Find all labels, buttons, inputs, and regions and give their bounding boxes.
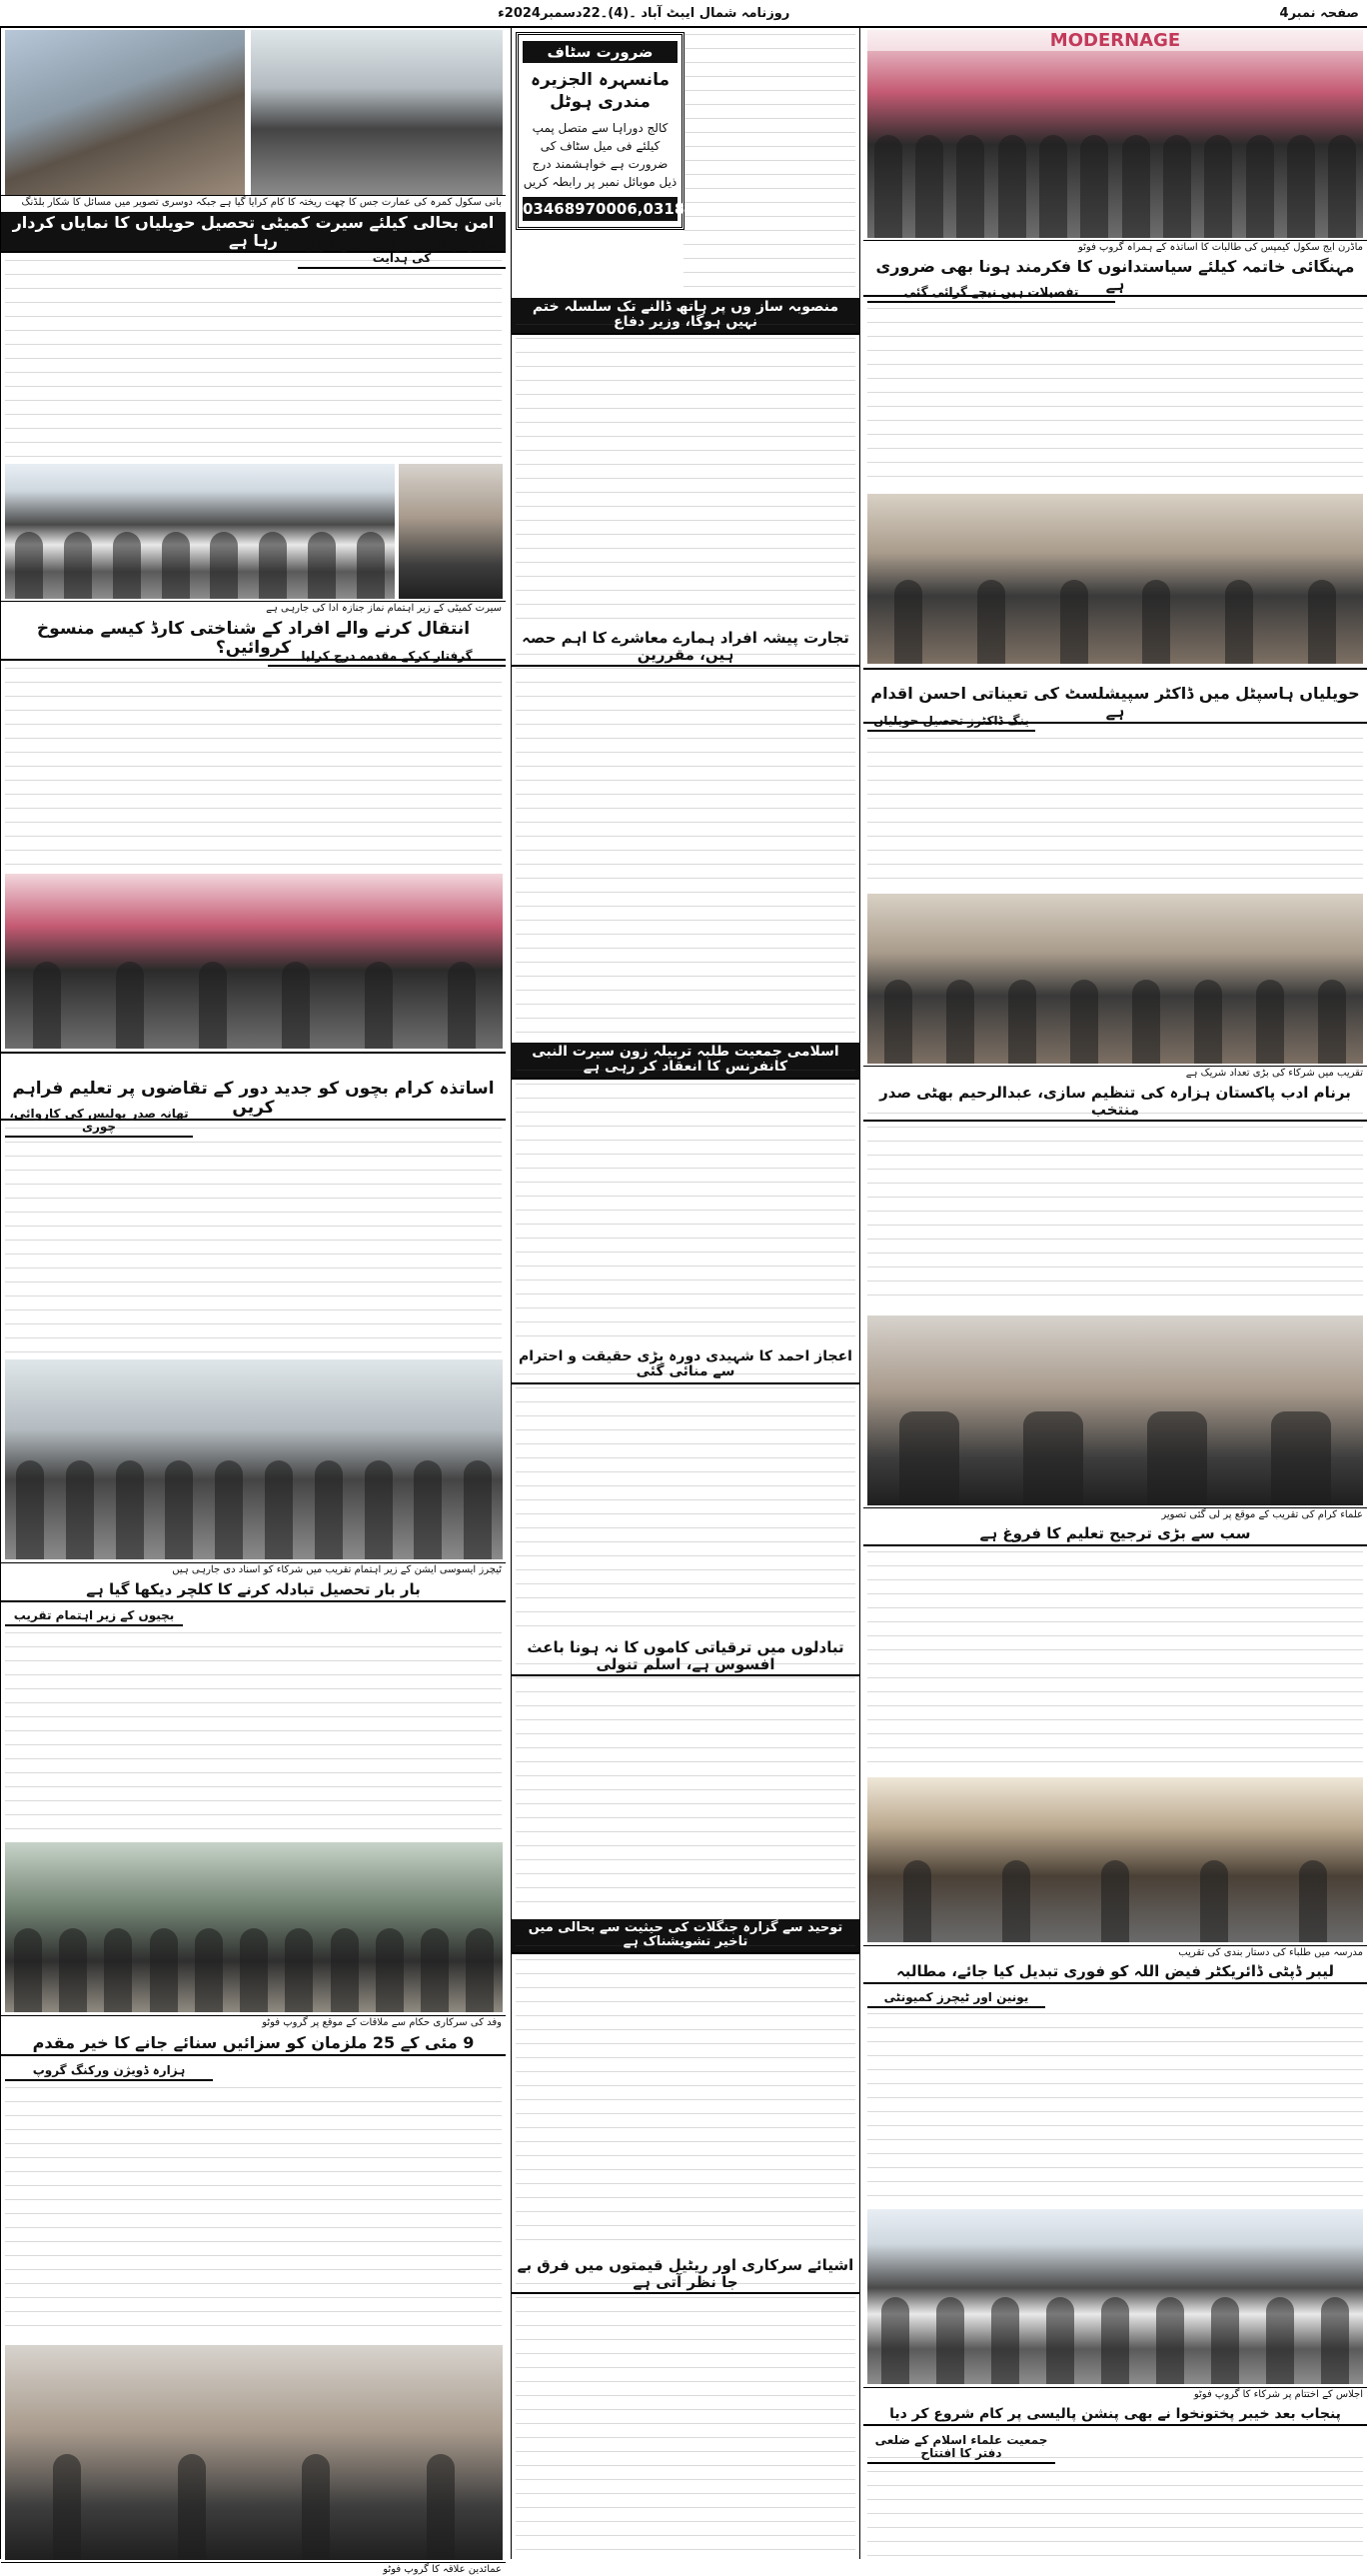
sub-headline: یونین اور ٹیچرز کمیونٹی: [867, 1989, 1045, 2008]
photo-caption: بانی سکول کمرہ کی عمارت جس کا چھت ریختہ کا کام کرایا گیا ہے جبکہ دوسری تصویر میں مسائل کا شکار بلڈنگ: [1, 195, 506, 209]
article-text: [516, 1373, 855, 1628]
article-text: [867, 738, 1363, 888]
ad-title: ضرورت سٹاف: [523, 41, 678, 63]
photo-madrasa: [867, 1777, 1363, 1942]
photo-meeting-office: [867, 494, 1363, 664]
headline: 9 مئی کے 25 ملزمان کو سزائیں سنائے جانے کا خیر مقدم: [1, 2032, 506, 2056]
right-column: [863, 28, 1367, 2559]
sub-headline: جمعیت علماء اسلام کے ضلعی دفتر کا افتتاح: [867, 2432, 1055, 2464]
headline: اعجاز احمد کا شہیدی دورہ بڑی حقیقت و احترام سے منائی گئی: [512, 1347, 859, 1384]
sub-headline: ینگ ڈاکٹرز تحصیل حویلیاں: [867, 713, 1035, 732]
headline: لیبر ڈپٹی ڈائریکٹر فیض اللہ کو فوری تبدیل کیا جائے، مطالبہ: [863, 1961, 1367, 1984]
sub-headline: تھانہ صدر پولیس کی کاروائی، چوری: [5, 1106, 193, 1138]
photo-school-roof: [251, 30, 503, 195]
photo-portrait: [399, 464, 503, 599]
photo-elders: [5, 2345, 503, 2560]
photo-school-building: [5, 30, 245, 195]
banner-text: MODERNAGE: [867, 30, 1363, 51]
article-text: [867, 308, 1363, 488]
headline: بار بار تحصیل تبادلہ کرنے کا کلچر دیکھا گیا ہے: [1, 1579, 506, 1602]
headline: حویلیاں ہاسپٹل میں ڈاکٹر سپیشلسٹ کی تعیناتی احسن اقدام ہے: [863, 683, 1367, 724]
ad-description: کالج دوراہا سے متصل پمپ کیلئے فی میل سٹاف کی ضرورت ہے خواہشمند درج ذیل موبائل نمبر پر رابطہ کریں: [523, 121, 678, 189]
article-text: [867, 1113, 1363, 1307]
photo-hall-gathering: [867, 894, 1363, 1064]
article-text: [516, 1663, 855, 1913]
sub-headline: فنڈ ز کے لئے درخواست جمع کرانے کی ہدایت: [298, 237, 506, 269]
headline: توحید سے گزارہ جنگلات کی حیثیت سے بحالی میں تاخیر تشویشناک ہے: [512, 1919, 859, 1954]
headline: منصوبہ ساز وں پر ہاتھ ڈالنے تک سلسلہ ختم نہیں ہوگا، وزیر دفاع: [512, 298, 859, 335]
headline: پنجاب بعد خیبر پختونخوا نے بھی پنشن پالیسی پر کام شروع کر دیا: [863, 2405, 1367, 2426]
article-text: [516, 654, 855, 1034]
headline: سب سے بڑی ترجیح تعلیم کا فروغ ہے: [863, 1523, 1367, 1546]
headline: تجارت پیشہ افراد ہمارے معاشرے کا اہم حصہ ہیں، مقررین: [512, 628, 859, 667]
staff-wanted-ad: [516, 32, 758, 230]
headline: مہنگائی خاتمہ کیلئے سیاستدانوں کا فکرمند ہونا بھی ضروری ہے: [863, 256, 1367, 297]
photo-certificate-ceremony: [5, 1359, 503, 1559]
article-text: [5, 1632, 502, 1837]
photo-caption: علماء کرام کی تقریب کے موقع پر لی گئی تصویر: [863, 1507, 1367, 1521]
sub-headline: گرفتار کرکے مقدمہ درج کرلیا: [268, 648, 506, 667]
page-number-label: صفحہ نمبر4: [1279, 5, 1359, 21]
photo-caption: اجلاس کے اختتام پر شرکاء کا گروپ فوٹو: [863, 2387, 1367, 2401]
photo-funeral-prayer: [5, 464, 395, 599]
article-text: [867, 1551, 1363, 1771]
headline: اسلامی جمعیت طلبہ تربیلہ زون سیرت النبی کانفرنس کا انعقاد کر رہی ہے: [512, 1043, 859, 1080]
left-column: [0, 28, 506, 2575]
headline: تبادلوں میں ترقیاتی کاموں کا نہ ہونا باعث افسوس ہے، اسلم تنولی: [512, 1637, 859, 1676]
photo-caption: عمائدین علاقہ کا گروپ فوٹو: [1, 2562, 506, 2576]
ad-phone: 03468970006,03180550364: [523, 197, 678, 221]
ad-name: مانسہرہ الجزیرہ مندری ہوٹل: [531, 70, 670, 112]
sub-headline: تفصیلات ہیں نیچے گرائی گئی: [867, 284, 1115, 303]
article-text: [5, 2087, 502, 2337]
article-text: [516, 324, 855, 624]
photo-students-group: [867, 30, 1363, 238]
photo-caption: سیرت کمیٹی کے زیر اہتمام نماز جنازہ ادا کی جارہی ہے: [1, 601, 506, 615]
sub-headline: ہزارہ ڈویژن ورکنگ گروپ: [5, 2062, 213, 2081]
article-text: [867, 2013, 1363, 2203]
headline: اشیائے سرکاری اور ریٹیل قیمتوں میں فرق بے جا نظر آتی ہے: [512, 2255, 859, 2294]
sub-headline: بچیوں کے زیر اہتمام تقریب: [5, 1607, 183, 1626]
headline: برنام ادب پاکستان ہزارہ کی تنظیم سازی، عبدالرحیم بھٹی صدر منتخب: [863, 1083, 1367, 1122]
photo-meeting: [5, 874, 503, 1049]
photo-caption: وفد کی سرکاری حکام سے ملاقات کے موقع پر گروپ فوٹو: [1, 2015, 506, 2029]
article-text: [5, 260, 502, 460]
photo-union-meeting: [867, 2209, 1363, 2384]
headline: اساتذہ کرام بچوں کو جدید دور کے تقاضوں پر تعلیم فراہم کریں: [1, 1078, 506, 1121]
article-text: [516, 1945, 855, 2250]
photo-caption: ٹیچرز ایسوسی ایشن کے زیر اہتمام تقریب میں شرکاء کو اسناد دی جارہی ہیں: [1, 1562, 506, 1576]
article-text: [684, 34, 855, 294]
photo-caption: تقریب میں شرکاء کی بڑی تعداد شریک ہے: [863, 1066, 1367, 1080]
article-text: [516, 1070, 855, 1339]
masthead: [0, 0, 1367, 28]
photo-scholars: [867, 1315, 1363, 1505]
headline: امن بحالی کیلئے سیرت کمیٹی تحصیل حویلیاں کا نمایاں کردار رہا ہے: [1, 212, 506, 253]
photo-caption: ماڈرن ایج سکول کیمپس کی طالبات کا اساتذہ کے ہمراہ گروپ فوٹو: [863, 240, 1367, 254]
masthead-title: روزنامہ شمال ایبٹ آباد ۔(4)۔22دسمبر2024ء: [498, 5, 790, 21]
article-text: [5, 668, 502, 868]
headline: انتقال کرنے والے افراد کے شناختی کارڈ کیسے منسوخ کروائیں؟: [1, 618, 506, 661]
photo-caption: مدرسہ میں طلباء کی دستار بندی کی تقریب: [863, 1945, 1367, 1959]
article-text: [5, 1128, 502, 1352]
article-text: [867, 2457, 1363, 2562]
photo-delegation: [5, 1842, 503, 2012]
center-column: [511, 28, 860, 2559]
article-text: [516, 2283, 855, 2563]
